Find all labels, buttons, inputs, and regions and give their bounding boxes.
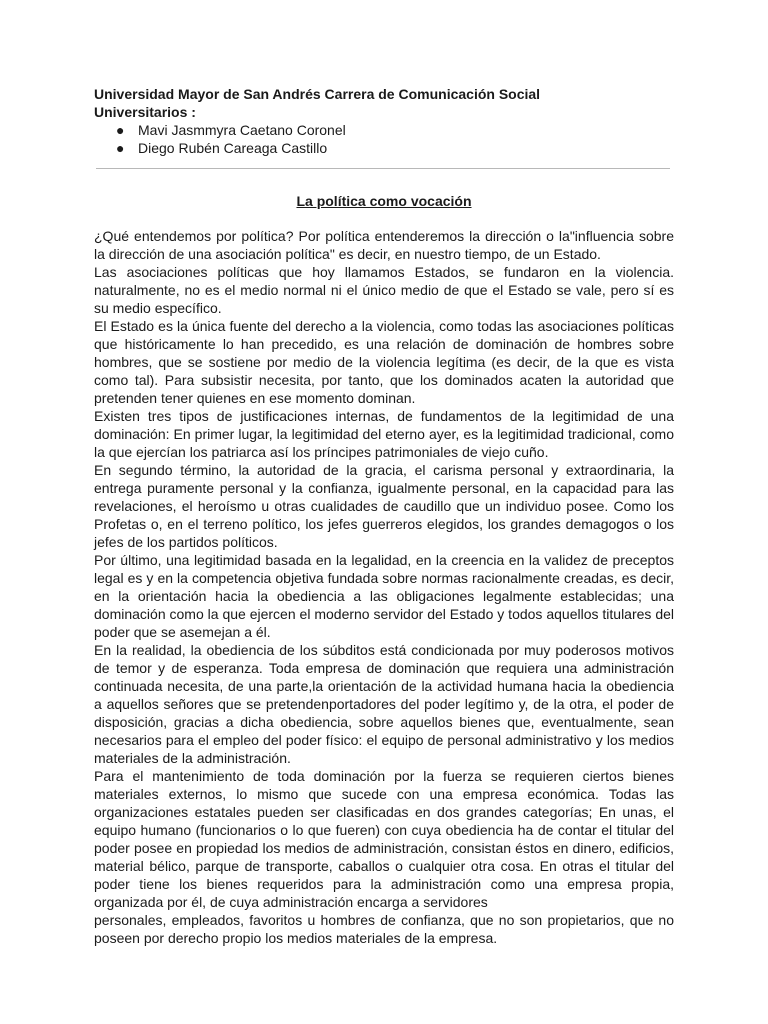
paragraph: ¿Qué entendemos por política? Por política entenderemos la dirección o la"influencia sobre la dirección de una asociación política" es decir, en nuestro tiempo, de un Estado.: [94, 228, 674, 262]
students-label: Universitarios :: [94, 104, 196, 120]
document-header: [94, 85, 674, 157]
paragraph: En la realidad, la obediencia de los súbditos está condicionada por muy poderosos motivos de temor y de esperanza. Toda empresa de dominación que requiera una administración continuada necesita, de una parte,la orientación de la actividad humana hacia la obediencia a aquellos señores que se pretendenportadores del poder legítimo y, de la otra, el poder de disposición, gracias a dicha obediencia, sobre aquellos bienes que, eventualmente, sean necesarios para el empleo del poder físico: el equipo de personal administrativo y los medios materiales de la administración.: [94, 642, 674, 766]
university-heading: Universidad Mayor de San Andrés Carrera de Comunicación Social: [94, 86, 541, 102]
paragraph: Para el mantenimiento de toda dominación por la fuerza se requieren ciertos bienes materiales externos, lo mismo que sucede con una empresa económica. Todas las organizaciones estatales pueden ser clasificadas en dos grandes categorías; En unas, el equipo humano (funcionarios o lo que fueren) con cuya obediencia ha de contar el titular del poder posee en propiedad los medios de administración, consistan éstos en dinero, edificios, material bélico, parque de transporte, caballos o cualquier otra cosa. En otras el titular del poder tiene los bienes requeridos para la administración como una empresa propia, organizada por él, de cuya administración encarga a servidores: [94, 768, 674, 910]
paragraph: Existen tres tipos de justificaciones internas, de fundamentos de la legitimidad de una dominación: En primer lugar, la legitimidad del eterno ayer, es la legitimidad tradicional, como la que ejercían los patriarca así los príncipes patrimoniales de viejo cuño.: [94, 408, 674, 460]
paragraph: Por último, una legitimidad basada en la legalidad, en la creencia en la validez de preceptos legal es y en la competencia objetiva fundada sobre normas racionalmente creadas, es decir, en la orientación hacia la obediencia a las obligaciones legalmente establecidas; una dominación como la que ejercen el moderno servidor del Estado y todos aquellos titulares del poder que se asemejan a él.: [94, 552, 674, 640]
document-body: [94, 227, 674, 947]
bullet-icon: ●: [116, 122, 125, 138]
list-item: [116, 121, 674, 139]
bullet-icon: ●: [116, 140, 125, 156]
horizontal-divider: [96, 168, 670, 169]
paragraph: En segundo término, la autoridad de la gracia, el carisma personal y extraordinaria, la entrega puramente personal y la confianza, igualmente personal, en la capacidad para las revelaciones, el heroísmo u otras cualidades de caudillo que un individuo posee. Como los Profetas o, en el terreno político, los jefes guerreros elegidos, los grandes demagogos o los jefes de los partidos políticos.: [94, 462, 674, 550]
page-title: La política como vocación: [296, 193, 472, 209]
student-name: Diego Rubén Careaga Castillo: [138, 140, 328, 156]
student-name: Mavi Jasmmyra Caetano Coronel: [138, 122, 346, 138]
students-list: [94, 121, 674, 157]
list-item: [116, 139, 674, 157]
paragraph: Las asociaciones políticas que hoy llamamos Estados, se fundaron en la violencia. naturalmente, no es el medio normal ni el único medio de que el Estado se vale, pero sí es su medio específico.: [94, 264, 674, 316]
paragraph: personales, empleados, favoritos u hombres de confianza, que no son propietarios, que no poseen por derecho propio los medios materiales de la empresa.: [94, 912, 674, 946]
paragraph: El Estado es la única fuente del derecho a la violencia, como todas las asociaciones políticas que históricamente lo han precedido, es una relación de dominación de hombres sobre hombres, que se sostiene por medio de la violencia legítima (es decir, de la que es vista como tal). Para subsistir necesita, por tanto, que los dominados acaten la autoridad que pretenden tener quienes en ese momento dominan.: [94, 318, 674, 406]
